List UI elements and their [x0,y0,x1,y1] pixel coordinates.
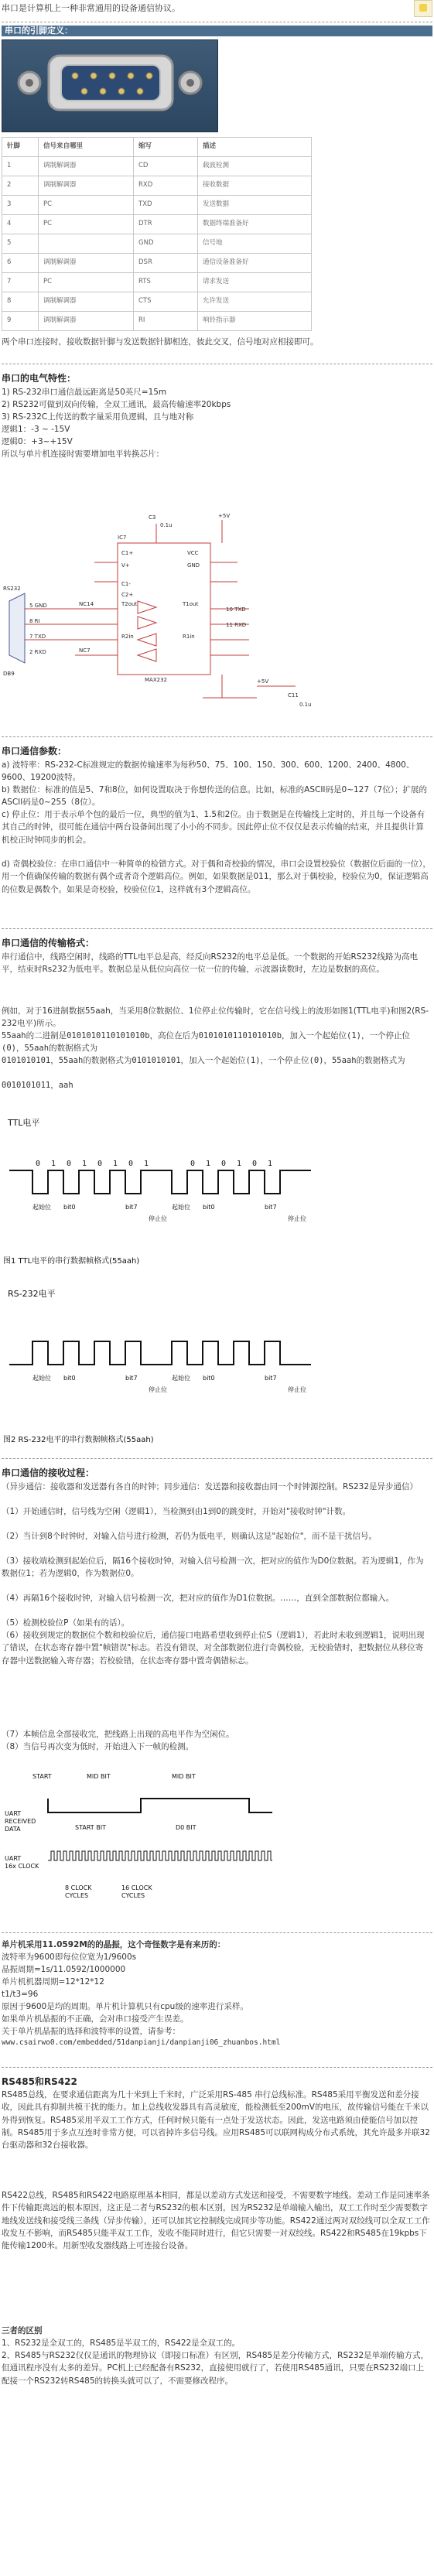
table-cell: 缩写 [134,138,198,157]
section-title-params: 串口通信参数： [2,746,67,757]
table-row [2,312,312,331]
table-row [2,138,312,157]
circuit-label-c11: C11 [288,692,299,699]
baud-line-2: 波特率为9600即每位位宽为1/9600s [2,1952,137,1962]
baud-line-5: t1/t3=96 [2,1990,39,1999]
uart-bottom-3: 16 CLOCK [121,1884,152,1891]
table-cell: CD [134,157,198,176]
circuit-label-pin7: 7 TXD [29,634,46,640]
uart-label-mid1: MID BIT [87,1773,111,1780]
fig1-bit: 0 [128,1160,134,1168]
diff-2: 2、RS485与RS232仅仅是通讯的物理协议（即接口标准）有区别，RS485是差分传输方式，RS232是单端传输方式，但通讯程序没有太多的差异。PC机上已经配备有RS232，直接使用就行了，若使用RS485通讯，只要在RS232端口上配接一个RS232转RS485的转换头就可以了，不需要修改程序。 [2,2351,429,2386]
table-cell: 发送数据 [198,196,312,215]
table-cell: 允许发送 [198,292,312,312]
table-cell: 描述 [198,138,312,157]
db9-illustration [2,40,217,132]
circuit-label-pin5: 5 GND [29,603,47,609]
fig1-bit: 1 [113,1160,118,1168]
circuit-label-vcc: VCC [187,550,199,556]
table-cell: RXD [134,176,198,196]
circuit-label-nc14: NC14 [79,601,94,607]
param-c: c) 停止位：用于表示单个包的最后一位，典型的值为1、1.5和2位。由于数据是在传输线上定时的，并且每一个设备有其自己的时钟，很可能在通信中两台设备间出现了小小的不同步。因此停止位不仅仅是表示传输的结束，并且提供计算机校正时钟同步的机会。 [2,810,425,845]
fig1-label-stop2: 停止位 [288,1215,306,1222]
table-cell: 数据终端准备好 [198,215,312,234]
separator [2,1458,432,1459]
circuit-label-c2plus: C2+ [121,592,134,598]
table-row [2,215,312,234]
table-row [2,254,312,273]
fig1-bit: 0 [221,1160,227,1168]
circuit-label-5v-b: +5V [257,678,269,685]
circuit-label-c3: C3 [149,514,156,521]
separator [2,928,432,929]
bookmark-icon[interactable] [414,0,432,17]
pin-note: 两个串口连接时，接收数据针脚与发送数据针脚相连，彼此交叉，信号地对应相接即可。 [2,337,319,347]
fig1-bit: 1 [144,1160,149,1168]
elec-line-1: 1) RS-232串口通信最远距离是50英尺=15m [2,388,167,397]
format-p4: 0101010101，55aah的数据格式为0101010101，加入一个起始位(1)，一个停止位(0)，55aah的数据格式为 [2,1056,405,1065]
db9-connector-photo [2,39,218,132]
table-cell: 信号地 [198,234,312,254]
table-cell: DTR [134,215,198,234]
table-row [2,273,312,292]
baud-line-4: 单片机机器周期=12*12*12 [2,1977,104,1987]
fig2-label-bit7: bit7 [125,1375,138,1382]
table-cell: 通信设备准备好 [198,254,312,273]
section-title: 串口的引脚定义： [5,26,73,36]
table-cell: 3 [2,196,39,215]
table-cell [39,234,134,254]
circuit-label-db9: DB9 [3,671,15,677]
table-cell: 8 [2,292,39,312]
rs485-p2: RS422总线，RS485和RS422电路原理基本相同，都是以差动方式发送和接受，不需要数字地线。差动工作是同速率条件下传输距离远的根本原因，这正是二者与RS232的根本区别，因为RS232是单端输入输出，双工工作时至少需要数字地线发送线和接受线三条线（异步传输），还可以加其它控制线完成同步等功能。RS422通过两对双绞线可以全双工工作收发互不影响，而RS485只能半双工工作，发收不能同时进行，但它只需要一对双绞线。RS422和RS485在19kpbs下能传输1200米。用新型收发器线路上可连接台设备。 [2,2191,430,2251]
uart-timing-diagram [2,1768,326,1918]
fig1-ttl-waveform [2,1109,326,1271]
circuit-label-cap-val: 0.1u [160,522,173,528]
elec-line-3: 3) RS-232C上传送的数字量采用负逻辑，且与地对称 [2,412,194,422]
circuit-label-max232: MAX232 [145,677,167,683]
uart-left-1: UART [5,1810,22,1817]
table-cell: 1 [2,157,39,176]
fig2-rs232-waveform [2,1279,326,1450]
receive-p3: （3）接收端检测到起始位后，隔16个接收时钟，对输入信号检测一次，把对应的值作为D0位数据。若为逻辑1，作为数据位1；若为逻辑0，作为数据位0。 [2,1556,424,1579]
fig1-label-bit0b: bit0 [203,1204,215,1211]
circuit-label-gnd: GND [187,562,200,569]
section-title-rs485: RS485和RS422 [2,2076,77,2087]
fig1-svg [2,1109,326,1271]
table-cell: DSR [134,254,198,273]
circuit-label-txd: 10 TXD [226,606,246,613]
table-cell: PC [39,196,134,215]
table-cell: 调制解调器 [39,176,134,196]
table-cell: GND [134,234,198,254]
circuit-label-vplus: V+ [121,562,130,569]
table-cell: 7 [2,273,39,292]
fig2-label-start: 起始位 [32,1375,51,1382]
fig1-label-start2: 起始位 [172,1204,190,1211]
fig2-caption: 图2 RS-232电平的串行数据帧格式(55aah) [3,1436,154,1444]
table-cell: 调制解调器 [39,312,134,331]
circuit-label-r2in: R2in [121,634,134,640]
table-cell: 9 [2,312,39,331]
fig1-label-bit0: bit0 [63,1204,76,1211]
table-cell: TXD [134,196,198,215]
receive-p7: （7）本帧信息全部接收完，把线路上出现的高电平作为空闲位。 [2,1730,234,1739]
uart-label-mid2: MID BIT [172,1773,196,1780]
rs485-p1: RS485总线，在要求通信距离为几十米到上千米时，广泛采用RS-485 串行总线标准。RS485采用平衡发送和差分接收，因此具有抑制共模干扰的能力。加上总线收发器具有高灵敏度，能检测低至200mV的电压，故传输信号能在千米以外得到恢复。RS485采用半双工工作方式，任何时候只能有一点处于发送状态。因此，发送电路须由使能信号加以控制。RS485用于多点互连时非常方便，可以省掉许多信号线。应用RS485可以联网构成分布式系统，其允许最多并联32台驱动器和32台接收器。 [2,2090,430,2151]
format-p2: 例如，对于16进制数据55aah，当采用8位数据位、1位停止位传输时，它在信号线上的波形如图1(TTL电平)和图2(RS-232电平)所示。 [2,1006,429,1029]
circuit-label-pin8: 8 RI [29,618,40,624]
table-cell: 调制解调器 [39,292,134,312]
reference-link[interactable]: www.csairwo0.com/embedded/51danpianji/danpianji06_zhuanbos.html [2,2038,281,2047]
circuit-label-rxd: 11 RXD [226,622,247,628]
fig1-ylabel: TTL电平 [8,1118,40,1128]
fig2-svg [2,1279,326,1450]
table-cell: 调制解调器 [39,157,134,176]
table-cell: 5 [2,234,39,254]
section-title-receive: 串口通信的接收过程： [2,1467,95,1478]
fig2-label-stop2: 停止位 [288,1386,306,1393]
table-cell: RI [134,312,198,331]
fig1-bit: 0 [97,1160,103,1168]
circuit-label-pin2: 2 RXD [29,649,46,655]
uart-label-startbit: START BIT [75,1824,106,1831]
uart-left-4: UART [5,1855,22,1862]
receive-p2: （2）当计到8个时钟时，对输入信号进行检测，若仍为低电平，则确认这是"起始位"，而不是干扰信号。 [2,1532,378,1541]
fig1-bit: 1 [237,1160,242,1168]
table-cell: 调制解调器 [39,254,134,273]
circuit-label-nc7: NC7 [79,647,91,654]
section-title-electrical: 串口的电气特性： [2,373,77,384]
table-cell: 4 [2,215,39,234]
elec-line-4: 逻辑1：-3 ~ -15V [2,425,70,434]
fig1-label-bit7b: bit7 [265,1204,277,1211]
table-cell: CTS [134,292,198,312]
receive-p1: （1）开始通信时，信号线为空闲（逻辑1），当检测到由1到0的跳变时，开始对"接收时钟"计数。 [2,1507,351,1516]
elec-line-5: 逻辑0：+3~+15V [2,437,73,446]
baud-line-8: 关于单片机晶振的选择和波特率的设置，请参考： [2,2027,180,2036]
fig2-ylabel: RS-232电平 [8,1289,56,1299]
fig1-bit: 1 [206,1160,211,1168]
table-cell: RTS [134,273,198,292]
receive-p5: （5）检测校验位P（如果有的话）。 [2,1618,130,1628]
circuit-label-t1out: T1out [183,601,199,607]
uart-bottom-2: CYCLES [65,1892,89,1899]
baud-line-6: 原因于9600是均的周期。单片机计算机只有cpu级的速率进行采样。 [2,2002,248,2011]
fig2-label-bit0b: bit0 [203,1375,215,1382]
fig1-label-start: 起始位 [32,1204,51,1211]
table-row [2,292,312,312]
fig1-label-stop: 停止位 [149,1215,167,1222]
circuit-label-r1in: R1in [183,634,195,640]
fig1-bit: 1 [82,1160,87,1168]
baud-line-1: 单片机采用11.0592M的的晶振，这个奇怪数字是有来历的： [2,1940,226,1949]
fig1-bit: 0 [252,1160,258,1168]
receive-p0: （异步通信：接收器和发送器有各自的时钟；同步通信：发送器和接收器由同一个时钟源控制。RS232是异步通信） [2,1482,418,1491]
format-p5: 0010101011，aah [2,1081,73,1090]
uart-left-3: DATA [5,1826,21,1833]
fig1-bit: 1 [268,1160,273,1168]
fig2-label-bit0: bit0 [63,1375,76,1382]
table-row [2,196,312,215]
circuit-label-c1minus: C1- [121,581,131,587]
table-cell: 接收数据 [198,176,312,196]
receive-p4: （4）再隔16个接收时钟，对输入信号检测一次，把对应的值作为D1位数据。……，直到全部数据位都输入。 [2,1594,395,1603]
fig1-bit: 0 [190,1160,196,1168]
uart-svg [2,1768,326,1918]
circuit-label-rs232: RS232 [3,586,21,592]
table-cell: PC [39,215,134,234]
circuit-label-c1plus: C1+ [121,550,134,556]
pin-table [2,137,312,331]
table-cell: 载波检测 [198,157,312,176]
circuit-label-ic7: IC7 [118,535,127,541]
separator [2,736,432,737]
format-p1: 串行通信中，线路空闲时，线路的TTL电平总是高，经反向RS232的电平总是低。一个数据的开始RS232线路为高电平，结束时Rs232为低电平。数据总是从低位向高位一位一位的传输，示波器读数时，左边是数据的高位。 [2,952,418,975]
uart-label-d0bit: D0 BIT [176,1824,196,1831]
section-bar-pin-definition [2,26,432,36]
diff-title: 三者的区别 [2,2326,43,2335]
receive-p8: （8）当信号再次变为低时，开始进入下一帧的检测。 [2,1742,194,1751]
uart-bottom-1: 8 CLOCK [65,1884,92,1891]
table-cell: 信号来自哪里 [39,138,134,157]
fig1-bit: 0 [36,1160,41,1168]
elec-line-2: 2) RS232可做到双向传输，全双工通讯，最高传输速率20kbps [2,400,231,409]
uart-left-5: 16x CLOCK [5,1863,39,1870]
fig2-label-stop: 停止位 [149,1386,167,1393]
max232-circuit-diagram [2,508,326,729]
circuit-label-t2out: T2out [121,601,138,607]
table-row [2,176,312,196]
param-a: a) 波特率：RS-232-C标准规定的数据传输速率为每秒50、75、100、150、300、600、1200、2400、4800、9600、19200波特。 [2,760,415,783]
table-row [2,157,312,176]
param-d: d) 奇偶校验位：在串口通信中一种简单的检错方式。对于偶和奇校验的情况，串口会设置校验位（数据位后面的一位），用一个值确保传输的数据有偶个或者奇个逻辑高位。例如，如果数据是011，那么对于偶校验，校验位为0，保证逻辑高的位数是偶数个。如果是奇校验，校验位位1，这样就有3个逻辑高位。 [2,859,431,894]
separator [2,2067,432,2068]
fig1-caption: 图1 TTL电平的串行数据帧格式(55aah) [3,1257,140,1266]
elec-line-6: 所以与单片机连接时需要增加电平转换芯片： [2,449,164,459]
table-cell: 请求发送 [198,273,312,292]
fig1-bit: 1 [51,1160,56,1168]
table-cell: 2 [2,176,39,196]
fig2-label-bit7b: bit7 [265,1375,277,1382]
circuit-label-cap-val2: 0.1u [299,702,312,708]
uart-left-2: RECEIVED [5,1818,36,1825]
uart-bottom-4: CYCLES [121,1892,145,1899]
baud-line-3: 晶振周期=1s/11.0592/1000000 [2,1965,126,1974]
table-row [2,234,312,254]
fig2-label-start2: 起始位 [172,1375,190,1382]
circuit-svg [2,508,326,729]
table-cell: 针脚 [2,138,39,157]
uart-label-start: START [32,1773,52,1780]
diff-1: 1、RS232是全双工的，RS485是半双工的，RS422是全双工的。 [2,2339,241,2348]
circuit-label-5v: +5V [218,513,231,519]
intro-text: 串口是计算机上一种非常通用的设备通信协议。 [2,3,180,13]
baud-line-7: 如果单片机晶振的不正确，会对串口接受产生误差。 [2,2014,189,2024]
table-cell: 响铃指示器 [198,312,312,331]
fig1-bit: 0 [67,1160,72,1168]
table-cell: 6 [2,254,39,273]
table-cell: PC [39,273,134,292]
param-b: b) 数据位：标准的值是5、7和8位，如何设置取决于你想传送的信息。比如，标准的ASCII码是0~127（7位）；扩展的ASCII码是0~255（8位）。 [2,785,427,808]
receive-p6: （6）接收到规定的数据位个数和校验位后，通信接口电路希望收到停止位S（逻辑1），若此时未收到逻辑1，说明出现了错误，在状态寄存器中置"帧错误"标志。若没有错误，对全部数据位进行奇偶校验，无校验错时，把数据位从移位寄存器中送数据输入寄存器；若校验错，在状态寄存器中置奇偶错标志。 [2,1631,425,1666]
format-p3: 55aah的二进制是0101010110101010b，高位在后为0101010110101010b，加入一个起始位(1)，一个停止位(0)，55aah的数据格式为 [2,1031,411,1054]
fig1-label-bit7: bit7 [125,1204,138,1211]
separator [2,1932,432,1933]
section-title-format: 串口通信的传输格式： [2,938,95,948]
pin-table-wrapper [2,137,312,331]
